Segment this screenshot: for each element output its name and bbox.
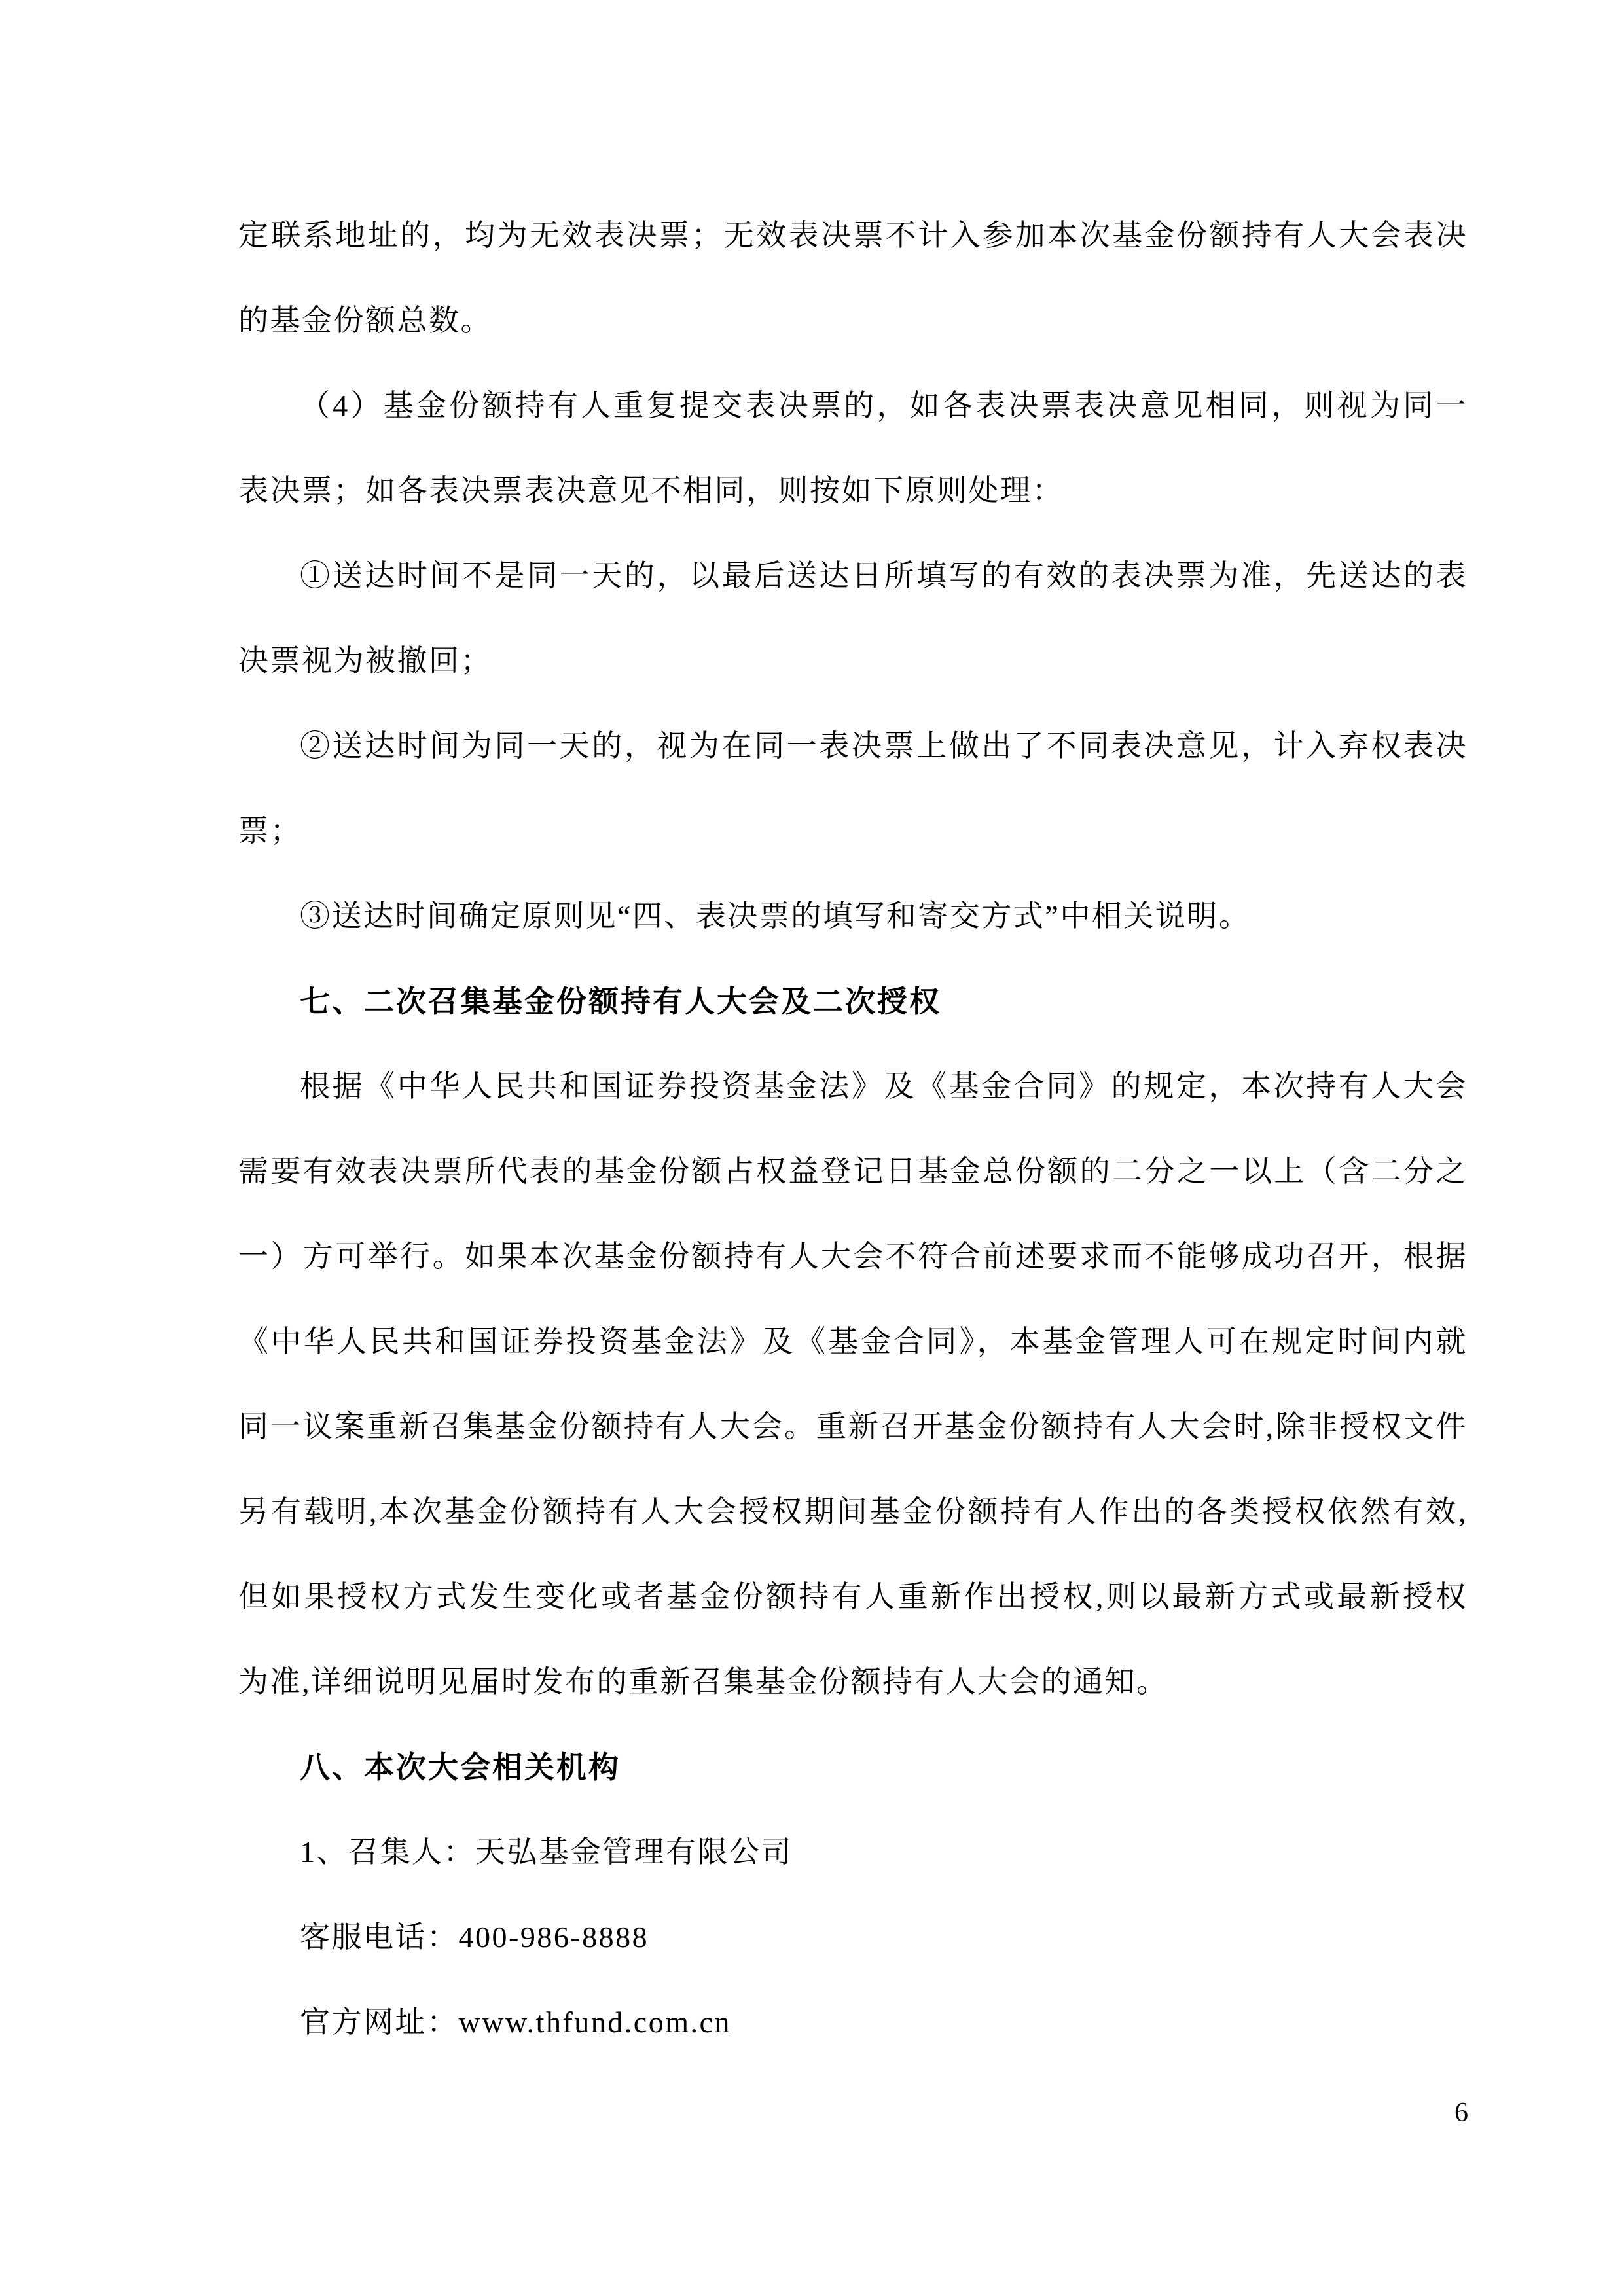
heading-section-8: 八、本次大会相关机构 xyxy=(300,1750,621,1784)
body-line: 《中华人民共和国证券投资基金法》及《基金合同》，本基金管理人可在规定时间内就 xyxy=(238,1325,1468,1358)
convener-line: 1、召集人：天弘基金管理有限公司 xyxy=(300,1835,793,1869)
body-line: 一）方可举行。如果本次基金份额持有人大会不符合前述要求而不能够成功召开，根据 xyxy=(238,1240,1468,1273)
body-line: 但如果授权方式发生变化或者基金份额持有人重新作出授权,则以最新方式或最新授权 xyxy=(238,1580,1468,1613)
body-line: 决票视为被撤回； xyxy=(238,644,492,677)
document-text-block xyxy=(238,193,1468,2065)
body-line-item-2: ②送达时间为同一天的，视为在同一表决票上做出了不同表决意见，计入弃权表决 xyxy=(300,729,1468,762)
body-line: 需要有效表决票所代表的基金份额占权益登记日基金总份额的二分之一以上（含二分之 xyxy=(238,1155,1468,1188)
body-line-item-1: ①送达时间不是同一天的，以最后送达日所填写的有效的表决票为准，先送达的表 xyxy=(300,559,1468,592)
body-line: 定联系地址的，均为无效表决票；无效表决票不计入参加本次基金份额持有人大会表决 xyxy=(238,219,1468,252)
page-number: 6 xyxy=(1454,2098,1468,2128)
body-line: 同一议案重新召集基金份额持有人大会。重新召开基金份额持有人大会时,除非授权文件 xyxy=(238,1410,1468,1443)
body-line: 另有载明,本次基金份额持有人大会授权期间基金份额持有人作出的各类授权依然有效, xyxy=(238,1495,1468,1528)
body-line-item-3: ③送达时间确定原则见“四、表决票的填写和寄交方式”中相关说明。 xyxy=(300,899,1251,933)
body-line: 的基金份额总数。 xyxy=(238,304,492,337)
body-line: 为准,详细说明见届时发布的重新召集基金份额持有人大会的通知。 xyxy=(238,1665,1168,1698)
body-line: 表决票；如各表决票表决意见不相同，则按如下原则处理： xyxy=(238,474,1064,507)
body-line: 根据《中华人民共和国证券投资基金法》及《基金合同》的规定，本次持有人大会 xyxy=(300,1069,1468,1103)
heading-section-7: 七、二次召集基金份额持有人大会及二次授权 xyxy=(300,984,941,1018)
website-line: 官方网址：www.thfund.com.cn xyxy=(300,2005,731,2039)
body-line: 票； xyxy=(238,814,302,848)
service-phone-line: 客服电话：400-986-8888 xyxy=(300,1920,649,1954)
body-line: （4）基金份额持有人重复提交表决票的，如各表决票表决意见相同，则视为同一 xyxy=(300,389,1468,422)
